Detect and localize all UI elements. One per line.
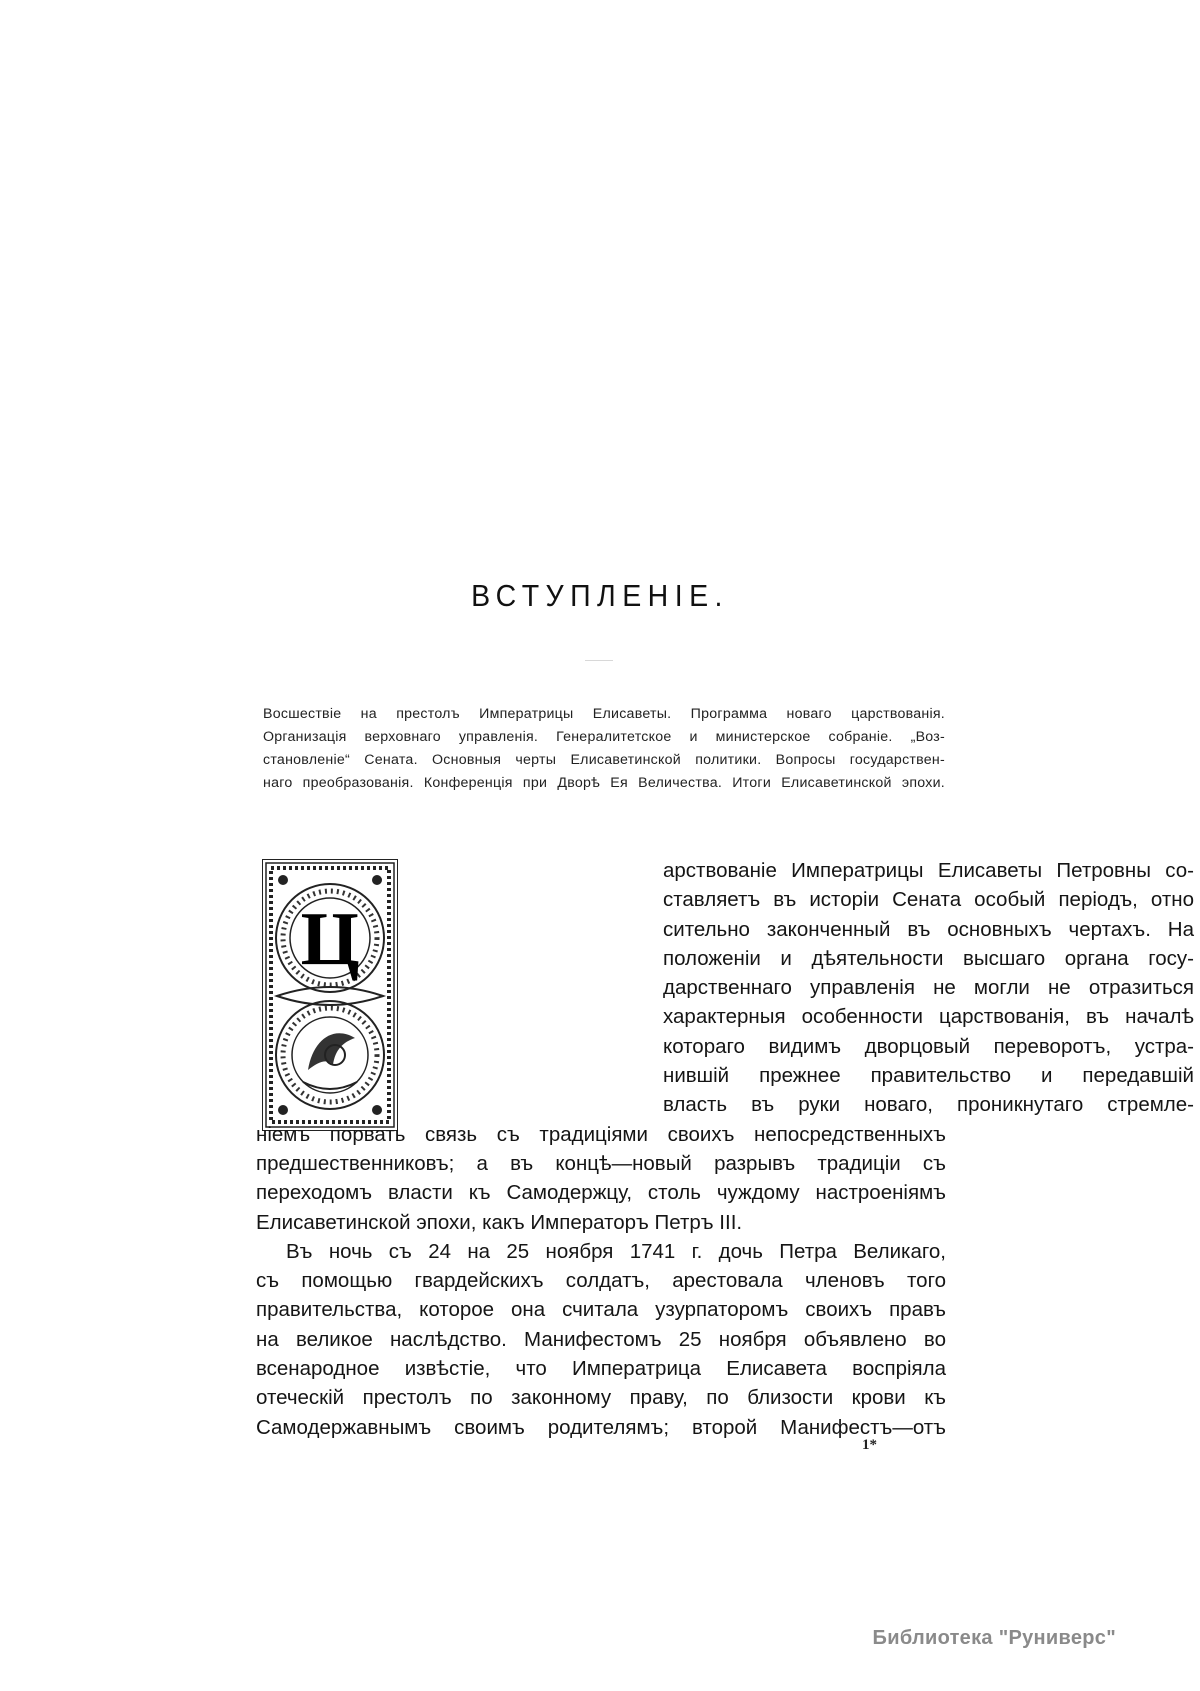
text-line: съ помощью гвардейскихъ солдатъ, арестовала членовъ того xyxy=(256,1269,946,1293)
text-line: нившій прежнее правительство и передавшій xyxy=(663,1064,1194,1088)
text-line: переходомъ власти къ Самодержцу, столь чуждому настроеніямъ xyxy=(256,1181,946,1205)
text-line: характерныя особенности царствованія, въ началѣ xyxy=(663,1005,1194,1029)
text-line: Самодержавнымъ своимъ родителямъ; второй Манифестъ—отъ xyxy=(256,1415,946,1439)
title-divider xyxy=(585,660,613,661)
text-line: всенародное извѣстіе, что Императрица Елисавета воспріяла xyxy=(256,1357,946,1381)
text-line: арствованіе Императрицы Елисаветы Петровны со- xyxy=(663,859,1194,882)
text-line: ставляетъ въ исторіи Сената особый періодъ, отно xyxy=(663,888,1194,912)
text-line: власть въ руки новаго, проникнутаго стремле- xyxy=(663,1093,1194,1117)
text-line: отеческій престолъ по законному праву, по близости крови къ xyxy=(256,1386,946,1410)
text-line: котораго видимъ дворцовый переворотъ, устра- xyxy=(663,1034,1194,1058)
text-line: положеніи и дѣятельности высшаго органа госу- xyxy=(663,946,1194,970)
text-line: ніемъ порвать связь съ традиціями своихъ непосредственныхъ xyxy=(256,1122,946,1146)
chapter-title: ВСТУПЛЕНІЕ. xyxy=(471,578,729,613)
drop-cap-letter: Ц xyxy=(300,897,360,981)
summary-line: становленіе“ Сената. Основныя черты Елисаветинской политики. Вопросы государствен- xyxy=(263,752,945,768)
summary-line: Восшествіе на престолъ Императрицы Елисаветы. Программа новаго царствованія. xyxy=(263,706,945,722)
text-line: правительства, которое она считала узурпаторомъ своихъ правъ xyxy=(256,1298,946,1322)
text-line: на великое наслѣдство. Манифестомъ 25 ноября объявлено во xyxy=(256,1327,946,1351)
chapter-summary xyxy=(263,703,945,795)
summary-line: Организація верховнаго управленія. Генералитетское и министерское собраніе. „Воз- xyxy=(263,729,945,745)
text-line: предшественниковъ; а въ концѣ—новый разрывъ традиціи съ xyxy=(256,1151,946,1175)
page-number: 1* xyxy=(862,1437,877,1453)
text-line: дарственнаго управленія не могли не отразиться xyxy=(663,976,1194,1000)
body-text xyxy=(256,856,1194,1442)
text-line: Елисаветинской эпохи, какъ Императоръ Петръ III. xyxy=(256,1210,743,1234)
text-line: Въ ночь съ 24 на 25 ноября 1741 г. дочь Петра Великаго, xyxy=(286,1239,946,1263)
summary-line: наго преобразованія. Конференція при Дворѣ Ея Величества. Итоги Елисаветинской эпохи. xyxy=(263,775,945,791)
text-line: сительно законченный въ основныхъ чертахъ. На xyxy=(663,917,1194,941)
library-watermark: Библиотека "Руниверс" xyxy=(872,1627,1116,1649)
